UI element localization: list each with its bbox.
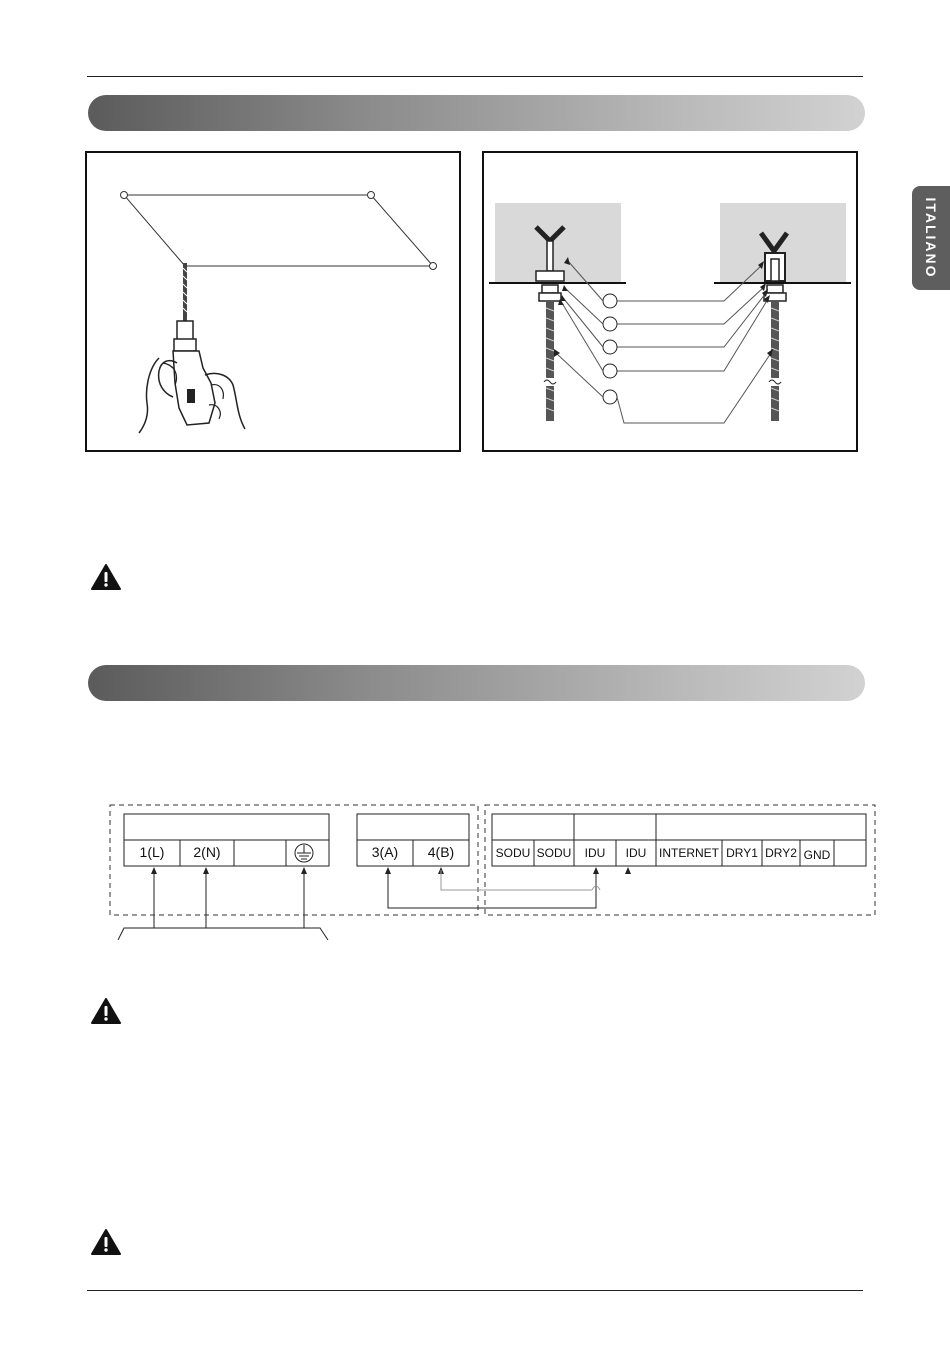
terminal-2N: 2(N) — [193, 844, 221, 860]
figure-anchor-bolts — [482, 151, 858, 452]
wiring-lines — [108, 800, 878, 940]
board-terminal-internet: INTERNET — [659, 846, 719, 860]
section-header-bar-2 — [88, 665, 865, 701]
board-terminal-gnd: GND — [803, 848, 831, 862]
terminal-4B: 4(B) — [427, 844, 455, 860]
board-terminal-dry1: DRY1 — [726, 846, 758, 860]
warning-triangle-icon — [90, 997, 122, 1025]
board-terminal-dry2: DRY2 — [765, 846, 797, 860]
language-tab-label: ITALIANO — [923, 197, 939, 279]
wiring-diagram — [108, 800, 878, 940]
ground-symbol-icon — [295, 844, 313, 862]
figure-drilling — [85, 151, 461, 452]
terminal-1L: 1(L) — [139, 844, 165, 860]
board-terminal-idu-1: IDU — [584, 846, 606, 860]
language-tab[interactable] — [912, 186, 950, 290]
board-terminal-idu-2: IDU — [625, 846, 647, 860]
section-header-bar-1 — [88, 95, 865, 131]
anchor-bolt-illustration — [484, 153, 856, 450]
terminal-3A: 3(A) — [371, 844, 399, 860]
warning-triangle-icon — [90, 1228, 122, 1256]
warning-triangle-icon — [90, 563, 122, 591]
bottom-rule — [87, 1290, 863, 1291]
drilling-illustration — [87, 153, 459, 450]
board-terminal-sodu-1: SODU — [495, 846, 531, 860]
top-rule — [87, 76, 863, 77]
board-terminal-sodu-2: SODU — [536, 846, 572, 860]
